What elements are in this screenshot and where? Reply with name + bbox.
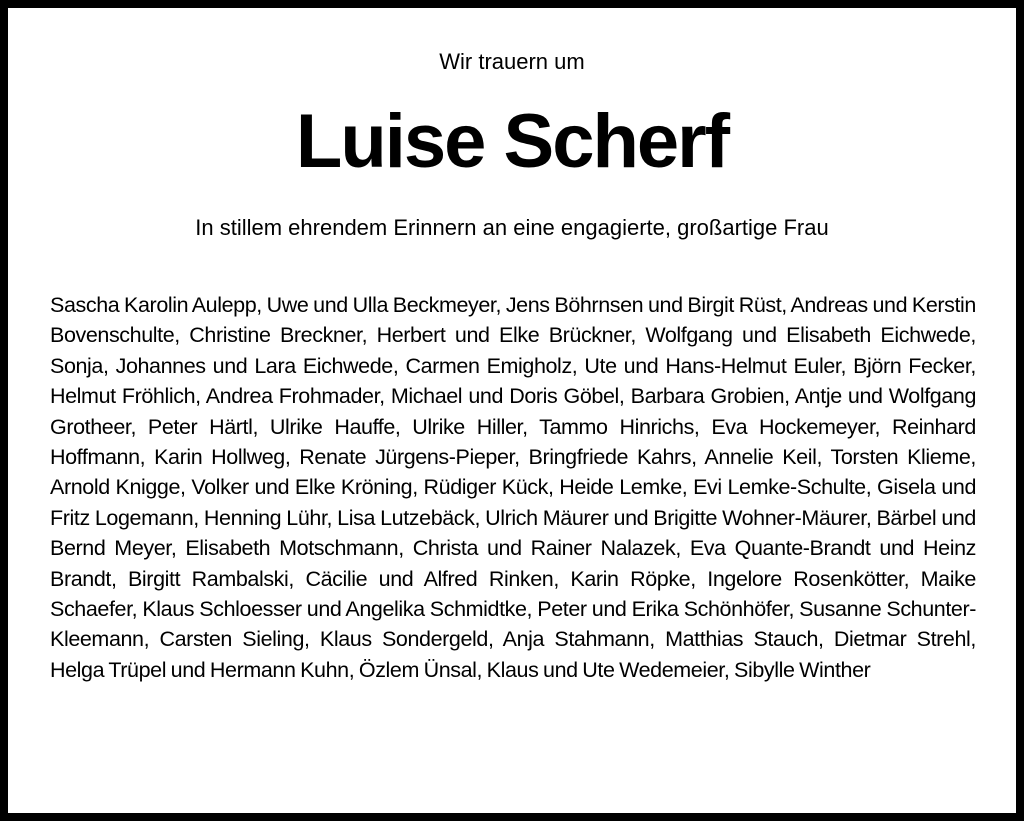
deceased-name: Luise Scherf xyxy=(295,99,729,184)
dedication-line: In stillem ehrendem Erinnern an eine engagierte, großartige Frau xyxy=(195,215,829,240)
mourners-list: Sascha Karolin Aulepp, Uwe und Ulla Beckmeyer, Jens Böhrnsen und Birgit Rüst, Andreas und Kerstin Bovenschulte, Christine Breckner, Herbert und Elke Brückner, Wolfgang und Elisabeth Eichwede, Sonja, Johannes und Lara Eichwede, Carmen Emigholz, Ute und Hans-Helmut Euler, Björn Fecker, Helmut Fröhlich, Andrea Frohmader, Michael und Doris Göbel, Barbara Grobien, Antje und Wolfgang Grotheer, Peter Härtl, Ulrike Hauffe, Ulrike Hiller, Tammo Hinrichs, Eva Hockemeyer, Reinhard Hoffmann, Karin Hollweg, Renate Jürgens-Pieper, Bringfriede Kahrs, Annelie Keil, Torsten Klieme, Arnold Knigge, Volker und Elke Kröning, Rüdiger Kück, Heide Lemke, Evi Lemke-Schulte, Gisela und Fritz Logemann, Henning Lühr, Lisa Lutzebäck, Ulrich Mäurer und Brigitte Wohner-Mäurer, Bärbel und Bernd Meyer, Elisabeth Motschmann, Christa und Rainer Nalazek, Eva Quante-Brandt und Heinz Brandt, Birgitt Rambalski, Cäcilie und Alfred Rinken, Karin Röpke, Ingelore Rosenkötter, Maike Schaefer, Klaus Schloesser und Angelika Schmidtke, Peter und Erika Schönhöfer, Susanne Schunter-Kleemann, Carsten Sieling, Klaus Sondergeld, Anja Stahmann, Matthias Stauch, Dietmar Strehl, Helga Trüpel und Hermann Kuhn, Özlem Ünsal, Klaus und Ute Wedemeier, Sibylle Winther xyxy=(50,293,976,682)
intro-line: Wir trauern um xyxy=(439,49,585,74)
